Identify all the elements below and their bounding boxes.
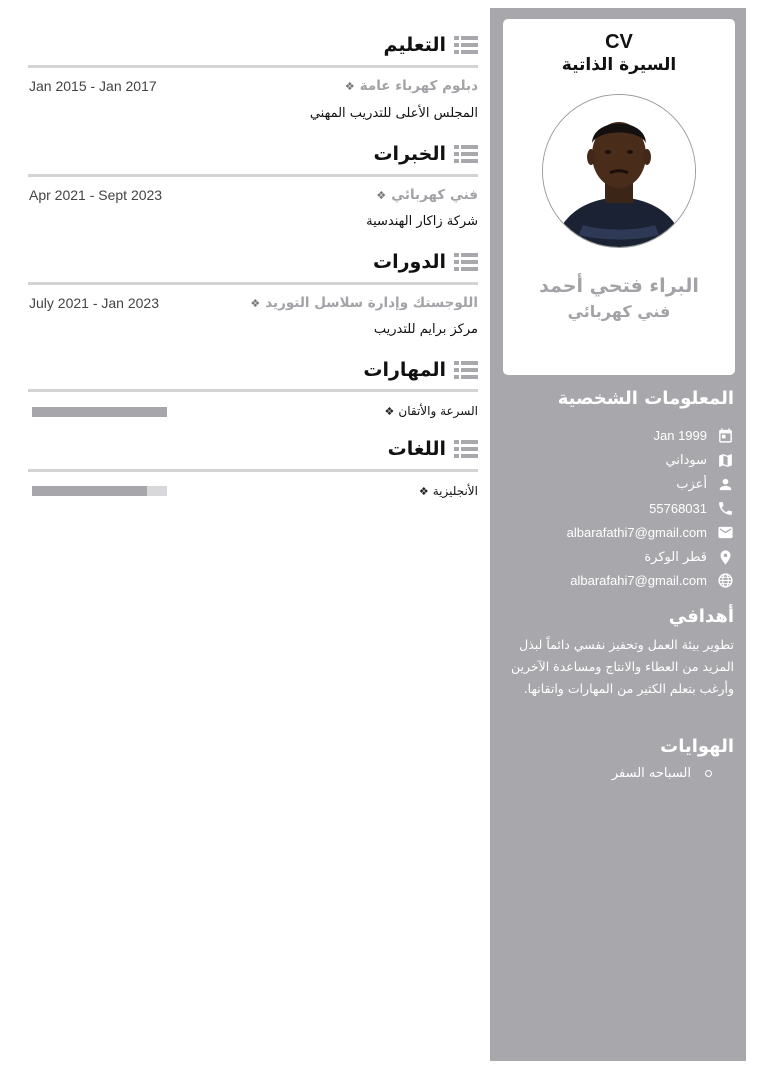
location-pin-icon	[717, 549, 734, 566]
course-org: مركز برايم للتدريب	[373, 322, 478, 337]
info-row-phone	[498, 498, 734, 518]
profile-name: البراء فتحي أحمد	[539, 275, 699, 297]
globe-icon	[717, 572, 734, 589]
profile-photo	[542, 94, 696, 248]
education-date: Jan 2015 - Jan 2017	[29, 78, 157, 94]
experience-org: شركة زاكار الهندسية	[366, 214, 478, 229]
skill-item	[385, 404, 478, 418]
info-row-nationality	[498, 450, 734, 470]
course-name	[250, 295, 478, 311]
experience-title: الخبرات	[373, 143, 446, 165]
cv-title: السيرة الذاتية	[561, 55, 677, 75]
languages-rule	[28, 469, 478, 472]
education-title: التعليم	[383, 34, 446, 56]
experience-heading	[373, 140, 478, 168]
calendar-icon	[717, 427, 734, 444]
cv-label: CV	[605, 31, 633, 53]
language-level-bar	[32, 486, 167, 496]
courses-rule	[28, 282, 478, 285]
goals-text: تطوير بيئة العمل وتحفيز نفسي دائماً لبذل المزيد من العطاء والانتاج ومساعدة الآخرين وأرغب بتعلم الكثير من المهارات واتقانها.	[510, 637, 734, 696]
education-org: المجلس الأعلى للتدريب المهني	[309, 106, 478, 121]
personal-info-heading: المعلومات الشخصية	[557, 388, 734, 409]
skill-level-bar	[32, 407, 167, 417]
skill-name: السرعة والأتقان	[398, 404, 478, 418]
courses-title: الدورات	[373, 251, 446, 273]
hobby-item	[612, 766, 712, 781]
info-row-email	[498, 522, 734, 542]
map-icon	[717, 452, 734, 469]
person-icon	[717, 476, 734, 493]
diamond-bullet-icon: ❖	[250, 296, 261, 310]
languages-heading	[388, 435, 478, 463]
website-value[interactable]: albarafahi7@gmail.com	[570, 572, 707, 588]
diamond-bullet-icon: ❖	[418, 484, 429, 498]
diamond-bullet-icon: ❖	[384, 404, 395, 418]
experience-role	[376, 187, 478, 203]
diamond-bullet-icon: ❖	[376, 188, 387, 202]
language-name: الأنجليزية	[432, 484, 478, 498]
skills-rule	[28, 389, 478, 392]
languages-title: اللغات	[387, 438, 446, 460]
info-row-birth	[498, 425, 734, 445]
list-icon	[454, 252, 478, 272]
skills-heading	[363, 356, 478, 384]
profile-job-title: فني كهربائي	[567, 302, 671, 321]
experience-role-text: فني كهربائي	[391, 187, 478, 203]
list-icon	[454, 439, 478, 459]
list-icon	[454, 144, 478, 164]
info-row-marital	[498, 474, 734, 494]
course-date: July 2021 - Jan 2023	[29, 295, 159, 311]
courses-heading	[373, 248, 478, 276]
address-value: قطر الوكرة	[644, 549, 707, 565]
circle-bullet-icon	[705, 770, 712, 777]
sidebar	[490, 8, 746, 1061]
info-row-website	[498, 570, 734, 590]
diamond-bullet-icon: ❖	[344, 79, 355, 93]
hobbies-heading: الهوايات	[660, 736, 734, 757]
list-icon	[454, 35, 478, 55]
skill-level-fill	[32, 407, 167, 417]
experience-rule	[28, 174, 478, 177]
list-icon	[454, 360, 478, 380]
education-degree-text: دبلوم كهرباء عامة	[359, 78, 478, 94]
education-degree	[345, 78, 478, 94]
language-item	[419, 484, 478, 498]
skills-title: المهارات	[363, 359, 446, 381]
experience-date: Apr 2021 - Sept 2023	[29, 187, 163, 203]
avatar-illustration	[543, 95, 695, 247]
education-rule	[28, 65, 478, 68]
mail-icon	[717, 524, 734, 541]
marital-value: أعزب	[676, 476, 707, 492]
course-name-text: اللوجستك وإدارة سلاسل التوريد	[265, 295, 478, 311]
info-row-address	[498, 547, 734, 567]
language-level-fill	[32, 486, 147, 496]
goals-heading: أهدافي	[668, 606, 734, 627]
phone-value[interactable]: 55768031	[649, 500, 707, 516]
email-value[interactable]: albarafathi7@gmail.com	[566, 524, 707, 540]
nationality-value: سوداني	[665, 452, 707, 468]
education-heading	[383, 31, 478, 59]
birth-value: Jan 1999	[653, 427, 707, 443]
profile-card	[503, 19, 735, 375]
hobby-text: السباحه السفر	[611, 766, 691, 781]
phone-icon	[717, 500, 734, 517]
